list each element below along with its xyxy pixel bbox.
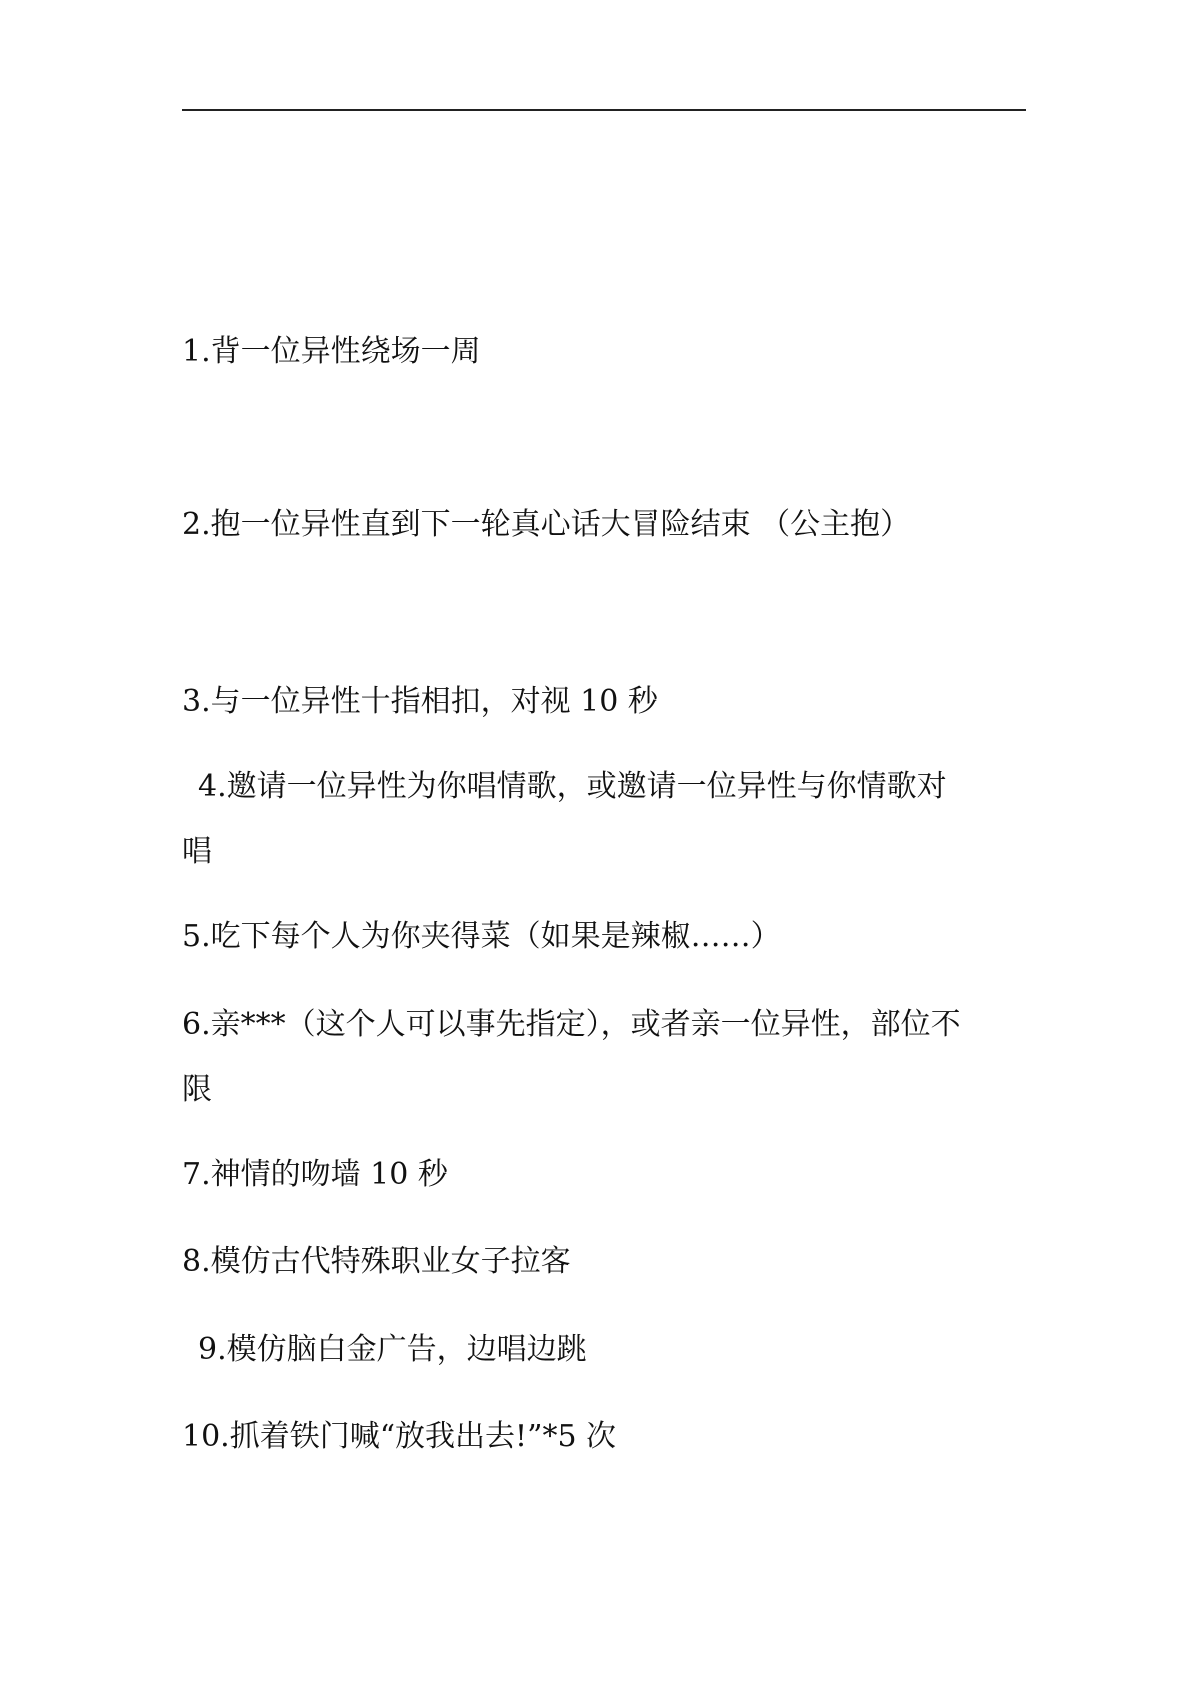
list-item-continuation: 限 — [182, 1072, 212, 1107]
list-item-continuation: 唱 — [182, 834, 212, 869]
list-item: 5.吃下每个人为你夹得菜（如果是辣椒……） — [182, 919, 781, 954]
list-item: 9.模仿脑白金广告，边唱边跳 — [198, 1332, 587, 1367]
list-item: 4.邀请一位异性为你唱情歌，或邀请一位异性与你情歌对 — [198, 769, 947, 804]
list-item: 6.亲***（这个人可以事先指定），或者亲一位异性，部位不 — [182, 1007, 961, 1042]
header-rule — [182, 109, 1026, 111]
list-item: 1.背一位异性绕场一周 — [182, 334, 481, 369]
list-item: 10.抓着铁门喊“放我出去!”*5 次 — [182, 1419, 617, 1454]
list-item: 7.神情的吻墙 10 秒 — [182, 1157, 448, 1192]
list-item: 3.与一位异性十指相扣，对视 10 秒 — [182, 684, 658, 719]
list-item: 2.抱一位异性直到下一轮真心话大冒险结束 （公主抱） — [182, 507, 911, 542]
list-item: 8.模仿古代特殊职业女子拉客 — [182, 1244, 571, 1279]
